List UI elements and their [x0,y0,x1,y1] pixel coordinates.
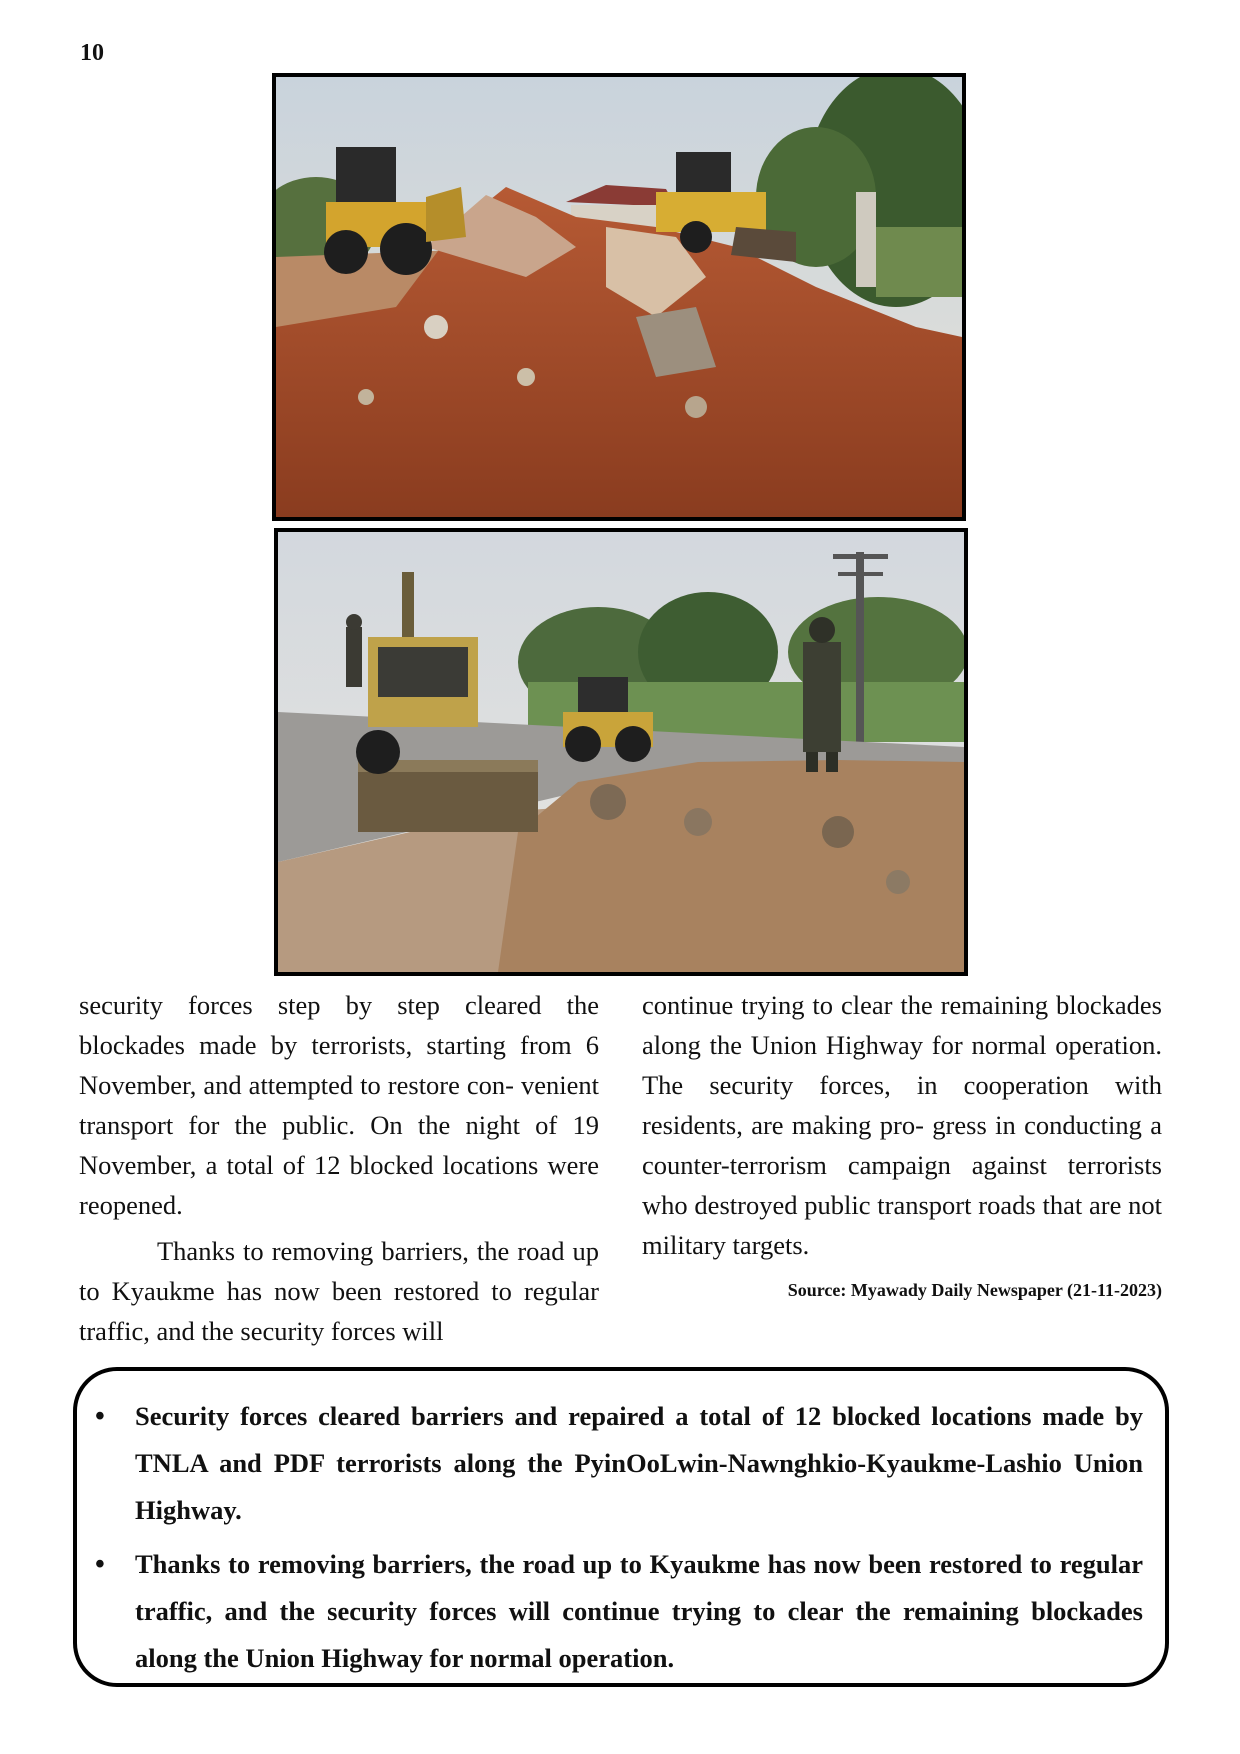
summary-bullet: • Thanks to removing barriers, the road up to Kyaukme has now been restored to regular traffic, and the security forces will continue trying to clear the remaining blockades along the Union Highway for normal operation. [135,1541,1143,1682]
page-number: 10 [80,40,104,66]
photo-1-illustration [276,77,962,517]
article-right-column [642,985,1162,1301]
summary-list [77,1371,1165,1682]
photo-2-illustration [278,532,964,972]
summary-bullet: • Security forces cleared barriers and repaired a total of 12 blocked locations made by TNLA and PDF terrorists along the PyinOoLwin-Nawnghkio-Kyaukme-Lashio Union Highway. [135,1393,1143,1534]
article-left-column [79,985,599,1351]
article-paragraph: Thanks to removing barriers, the road up to Kyaukme has now been restored to regular traffic, and the security forces will [79,1236,599,1346]
photo-loaders-clearing-earth-mound [272,73,966,521]
article-paragraph: security forces step by step cleared the blockades made by terrorists, starting from 6 November, and attempted to restore con- venient transport for the public. On the night of 19 November, a total of 12 blocked locations were reopened. [79,990,599,1220]
photo-backhoe-and-soldiers-on-highway [274,528,968,976]
source-citation: Source: Myawady Daily Newspaper (21-11-2023) [787,1280,1162,1300]
summary-box [73,1367,1169,1687]
article-paragraph: continue trying to clear the remaining blockades along the Union Highway for normal operation. The security forces, in cooperation with residents, are making pro- gress in conducting a counter-terrorism campaign against terrorists who destroyed public transport roads that are not military targets. [642,990,1162,1260]
